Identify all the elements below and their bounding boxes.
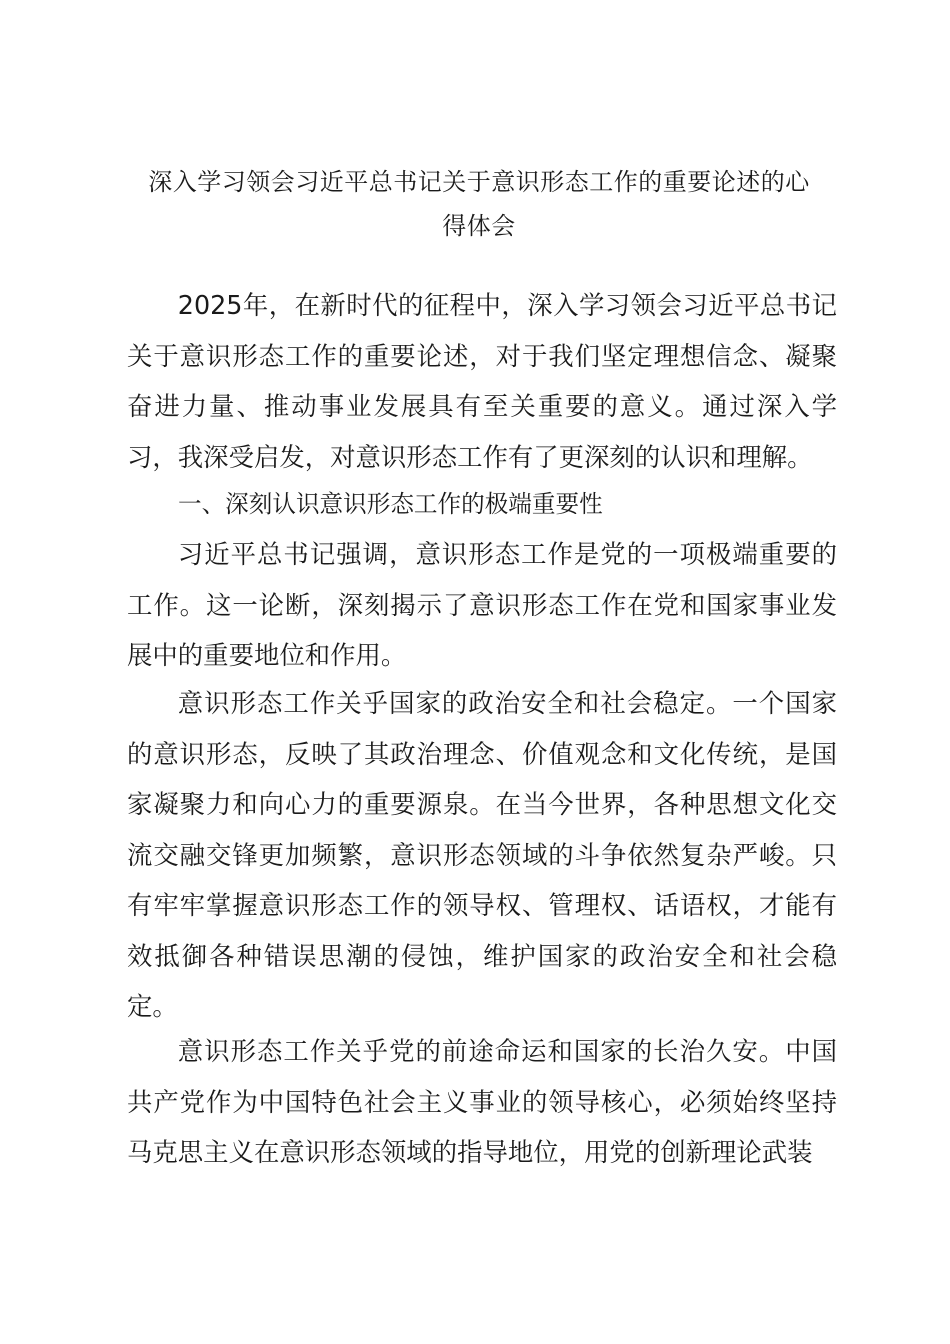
title-line-1: 深入学习领会习近平总书记关于意识形态工作的重要论述的心 <box>148 168 810 196</box>
paragraph-2: 习近平总书记强调，意识形态工作是党的一项极端重要的工作。这一论断，深刻揭示了意识形态工作在党和国家事业发展中的重要地位和作用。 <box>127 539 837 670</box>
paragraph-3: 意识形态工作关乎国家的政治安全和社会稳定。一个国家的意识形态，反映了其政治理念、价值观念和文化传统，是国家凝聚力和向心力的重要源泉。在当今世界，各种思想文化交流交融交锋更加频繁，意识形态领域的斗争依然复杂严峻。只有牢牢掌握意识形态工作的领导权、管理权、话语权，才能有效抵御各种错误思潮的侵蚀，维护国家的政治安全和社会稳定。 <box>127 688 837 1021</box>
document-title <box>126 160 832 248</box>
section-heading-1: 一、深刻认识意识形态工作的极端重要性 <box>178 490 603 518</box>
paragraph-4: 意识形态工作关乎党的前途命运和国家的长治久安。中国共产党作为中国特色社会主义事业的领导核心，必须始终坚持马克思主义在意识形态领域的指导地位，用党的创新理论武装 <box>127 1036 837 1167</box>
title-line-2: 得体会 <box>442 212 516 240</box>
paragraph-intro: 2025年，在新时代的征程中，深入学习领会习近平总书记关于意识形态工作的重要论述，对于我们坚定理想信念、凝聚奋进力量、推动事业发展具有至关重要的意义。通过深入学习，我深受启发，对意识形态工作有了更深刻的认识和理解。 <box>127 290 837 472</box>
